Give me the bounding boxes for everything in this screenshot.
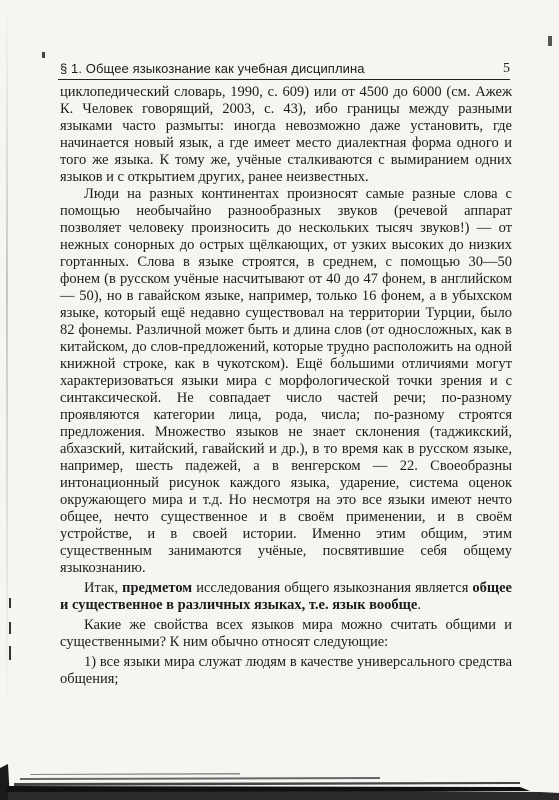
paragraph-subject-definition	[60, 580, 512, 614]
text-run: .	[417, 597, 421, 613]
paragraph-question: Какие же свойства всех языков мира можно считать общими и существенными? К ним обычно относят следующие:	[60, 617, 512, 650]
margin-mark	[9, 646, 11, 660]
paragraph-languages-diversity: Люди на разных континентах произносят самые разные слова с помощью необычайно разнообразных звуков (речевой аппарат позволяет человеку произносить до нескольких тысяч звуков!) — от нежных сонорных до острых щёлкающих, от узких высоких до низких гортанных. Слова в языке строятся, в среднем, с помощью 30—50 фонем (в русском учёные насчитывают от 40 до 47 фонем, в английском — 50), но в гавайском языке, например, только 16 фонем, а в убыхском языке, который ещё недавно существовал на территории Турции, было 82 фонемы. Различной может быть и длина слов (от односложных, как в китайском, до слов-предложений, которые трудно расположить на одной книжной строке, как в чукотском). Ещё бо́льшими отличиями могут характеризоваться языки мира с морфологической точки зрения и с синтаксической. Не совпадает число частей речи; по-разному проявляются категории лица, рода, числа; по-разному строятся предложения. Множество языков не знает склонения (таджикский, абхазский, китайский, гавайский и др.), в то время как в русском языке, например, шесть падежей, а в венгерском — 22. Своеобразны интонационный рисунок каждого языка, ударение, система оценок окружающего мира и т.д. Но несмотря на это все языки имеют нечто общее, нечто существенное и в своём применении, и в своём устройстве, и в своей истории. Именно этим общим, этим существенным занимаются учёные, посвятившие себя общему языкознанию.	[60, 186, 512, 576]
bold-term-subject: предметом	[122, 580, 193, 596]
text-run: Итак,	[84, 580, 123, 596]
list-item-1: 1) все языки мира служат людям в качестве универсального средства общения;	[60, 654, 512, 687]
scan-left-shadow	[6, 0, 8, 720]
margin-mark	[9, 598, 11, 608]
page-number: 5	[503, 61, 510, 76]
page-body	[60, 84, 512, 688]
scan-bottom-artifact	[0, 758, 559, 800]
paragraph-continuation: циклопедический словарь, 1990, с. 609) или от 4500 до 6000 (см. Ажеж К. Человек говорящий, 2003, с. 43), ибо границы между разными языками часто размыты: иногда невозможно даже установить, где начинается новый язык, а где имеет место диалектная форма одного и того же языка. К тому же, учёные сталкиваются с вымиранием одних языков и с открытием других, ранее неизвестных.	[60, 84, 512, 185]
header-title: § 1. Общее языкознание как учебная дисциплина	[60, 61, 365, 76]
bold-definition: общее и существенное в различных языках, т.е. язык вообще	[60, 580, 512, 613]
scan-speck	[42, 52, 45, 58]
scan-speck-right	[548, 36, 552, 46]
header-rule	[58, 79, 510, 80]
running-header	[60, 58, 510, 80]
text-run: исследования общего языкознания является	[192, 580, 473, 596]
margin-mark	[9, 622, 11, 634]
